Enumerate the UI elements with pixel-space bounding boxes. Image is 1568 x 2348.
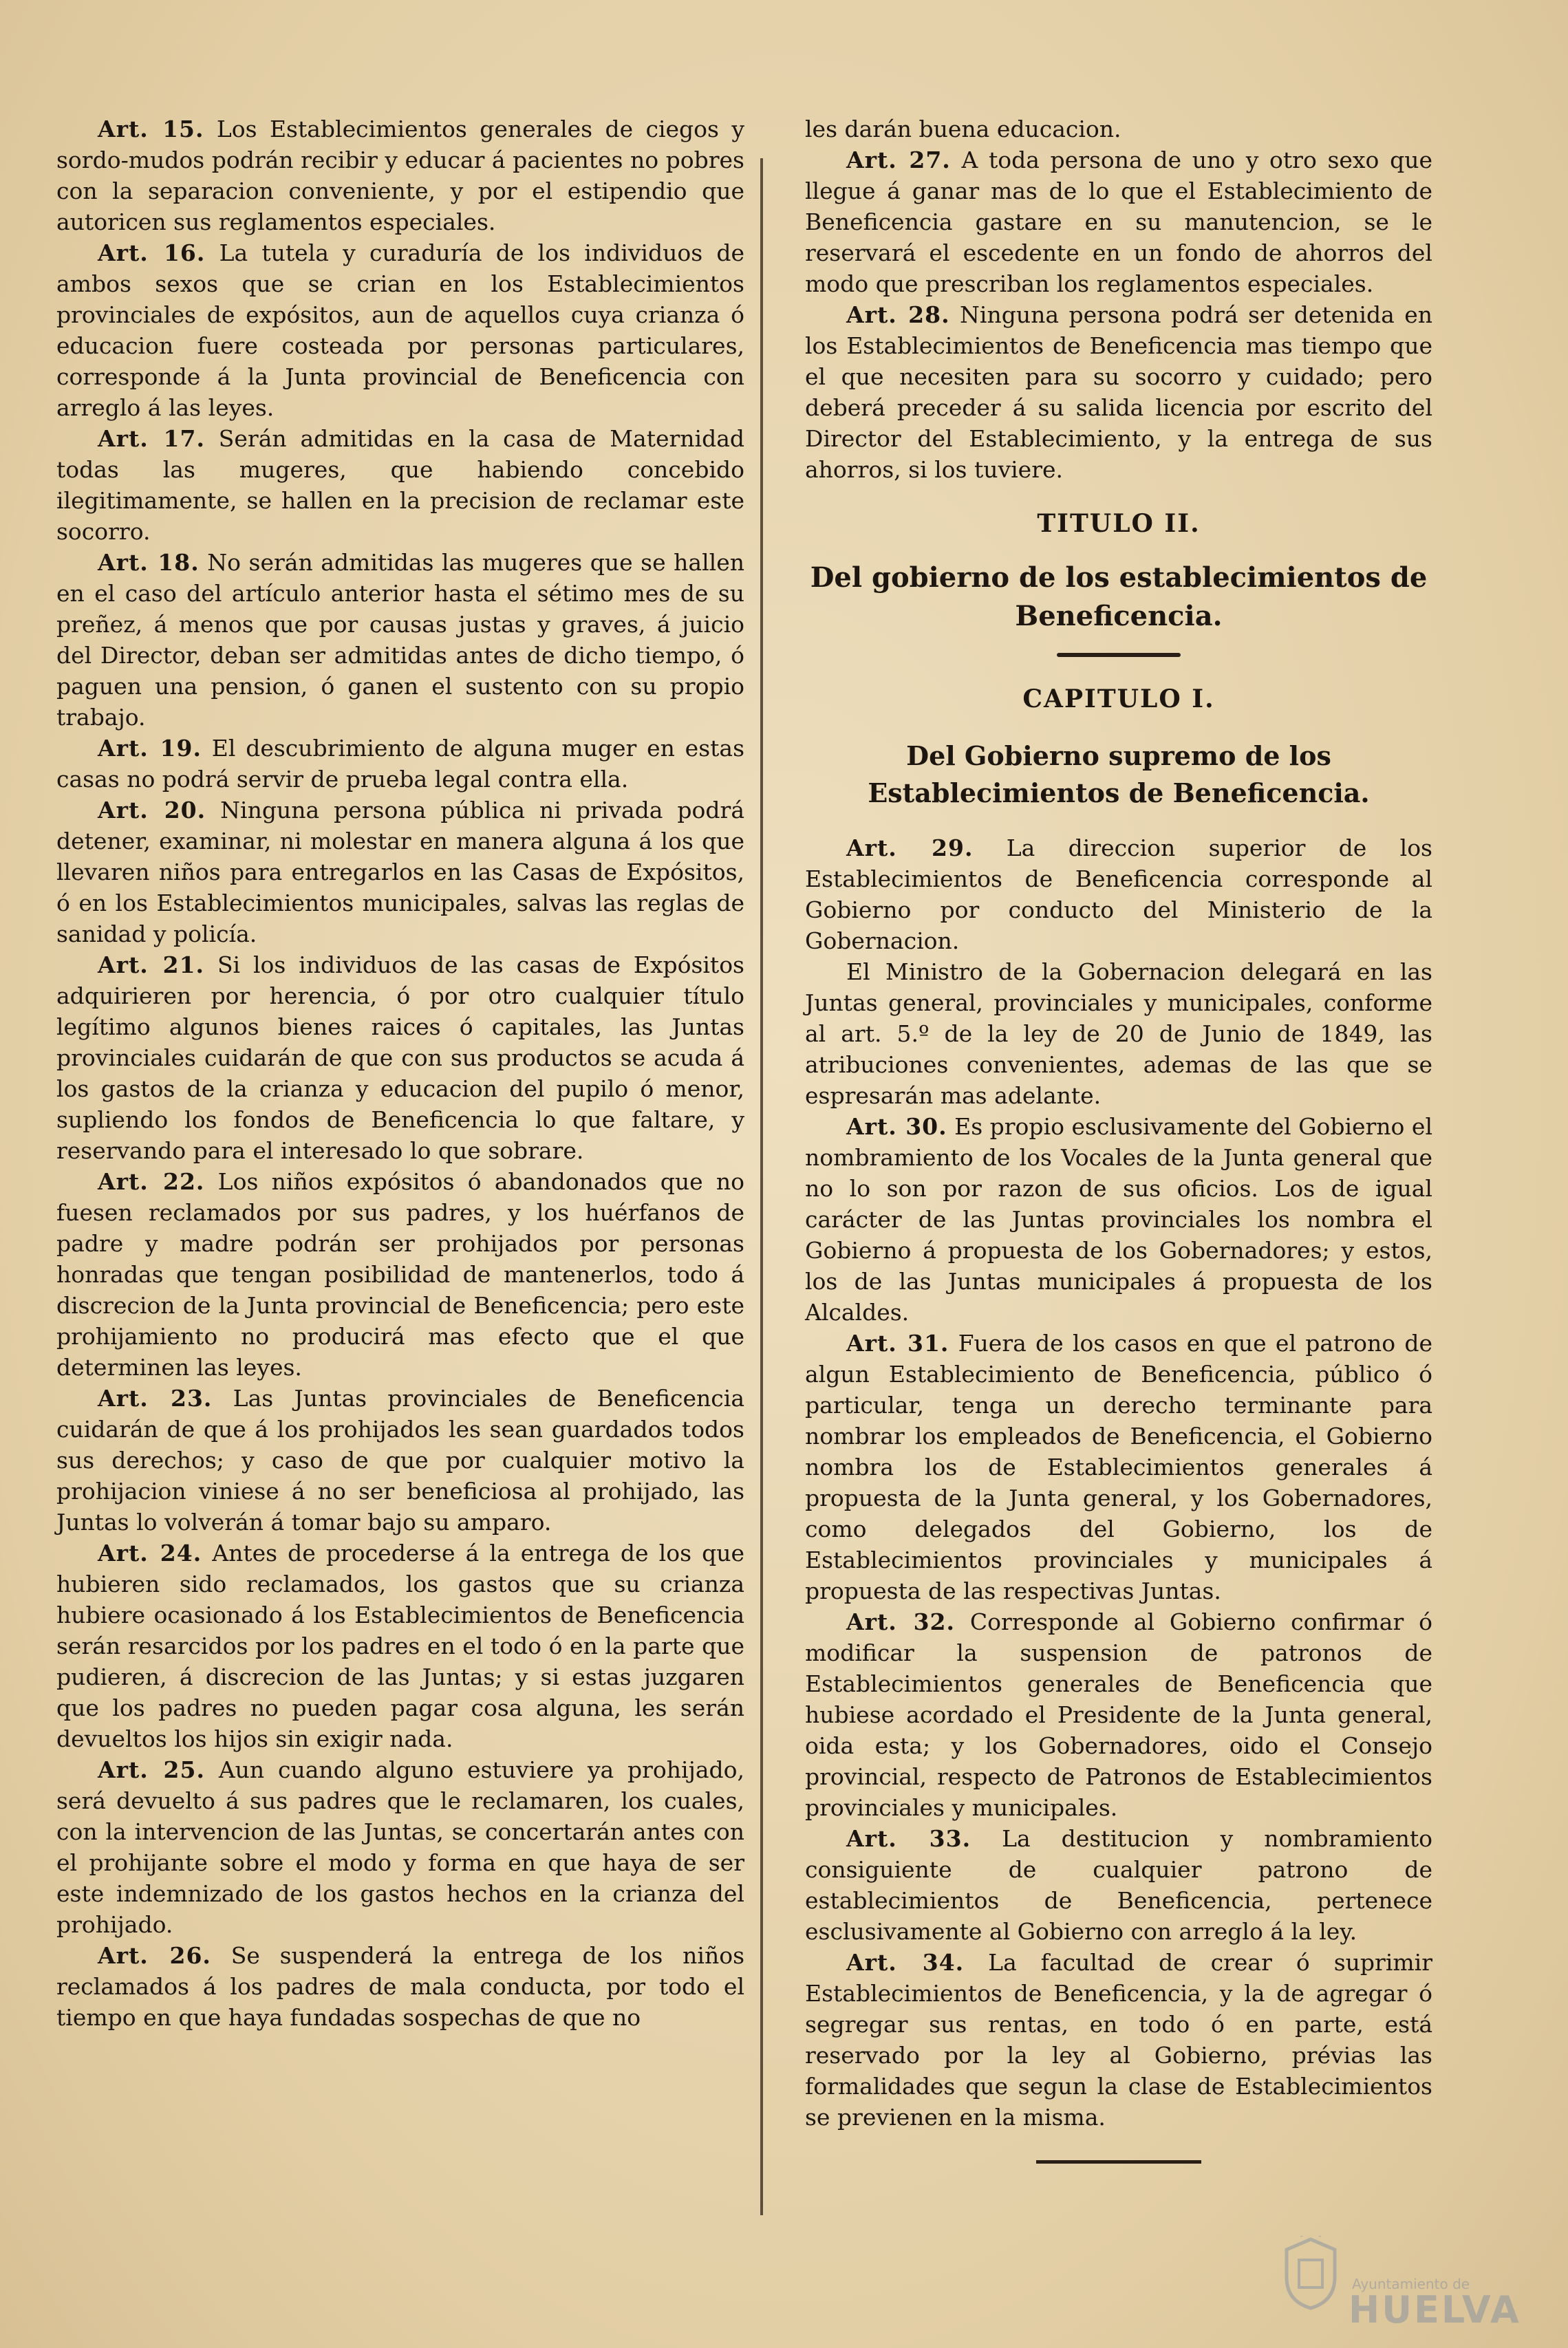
article-number: Art. 17.: [98, 425, 205, 452]
article-number: Art. 28.: [846, 301, 950, 328]
article-text: Corresponde al Gobierno confirmar ó modificar la suspension de patronos de Establecimientos generales de Beneficencia que hubiese acordado el Presidente de la Junta general, oida esta; y los Gobernadores, oido el Consejo provincial, respecto de Patronos de Establecimientos provinciales y municipales.: [805, 1608, 1432, 1821]
article-text: Es propio esclusivamente del Gobierno el nombramiento de los Vocales de la Junta general que no lo son por razon de sus oficios. Los de igual carácter de las Juntas provinciales los nombra el Gobierno á propuesta de los Gobernadores; y estos, los de las Juntas municipales á propuesta de los Alcaldes.: [805, 1113, 1432, 1326]
article-text: Si los individuos de las casas de Expósitos adquirieren por herencia, ó por otro cualquier título legítimo algunos bienes raices ó capitales, las Juntas provinciales cuidarán de que con sus productos se acuda á los gastos de la crianza y educacion del pupilo ó menor, supliendo los fondos de Beneficencia lo que faltare, y reservando para el interesado lo que sobrare.: [56, 951, 744, 1164]
article-number: Art. 21.: [98, 951, 205, 978]
article-number: Art. 32.: [846, 1608, 956, 1635]
article-text: El Ministro de la Gobernacion delegará en las Juntas general, provinciales y municipales, conforme al art. 5.º de la ley de 20 de Junio de 1849, las atribuciones convenientes, ademas de las que se espresarán mas adelante.: [805, 958, 1432, 1109]
column-divider: [760, 158, 763, 2215]
article-text: Ninguna persona podrá ser detenida en los Establecimientos de Beneficencia mas tiempo que el que necesiten para su socorro y cuidado; pero deberá preceder á su salida licencia por escrito del Director del Establecimiento, y la entrega de sus ahorros, si los tuviere.: [805, 301, 1432, 483]
article-number: Art. 19.: [98, 735, 202, 762]
article-text: Se suspenderá la entrega de los niños reclamados á los padres de mala conducta, por todo el tiempo en que haya fundadas sospechas de que no: [56, 1942, 744, 2031]
continued-paragraph: [805, 114, 1432, 144]
article-number: Art. 33.: [846, 1825, 971, 1852]
article-text: El descubrimiento de alguna muger en estas casas no podrá servir de prueba legal contra ella.: [56, 735, 744, 793]
article-number: Art. 23.: [98, 1385, 213, 1412]
article-paragraph: [56, 1538, 744, 1754]
title-label: TITULO II.: [1037, 509, 1201, 538]
article-number: Art. 27.: [846, 147, 951, 173]
left-column: [56, 114, 744, 2033]
article-number: Art. 29.: [846, 834, 974, 861]
section-separator: [1057, 653, 1181, 657]
article-number: Art. 16.: [98, 239, 206, 266]
article-number: Art. 22.: [98, 1168, 205, 1195]
article-text: les darán buena educacion.: [805, 116, 1121, 142]
article-text: Serán admitidas en la casa de Maternidad todas las mugeres, que habiendo concebido ilegitimamente, se hallen en la precision de reclamar este socorro.: [56, 425, 744, 545]
article-number: Art. 34.: [846, 1949, 965, 1976]
article-number: Art. 20.: [98, 797, 206, 823]
article-text: Los niños expósitos ó abandonados que no fuesen reclamados por sus padres, y los huérfanos de padre y madre podrán ser prohijados por personas honradas que tengan posibilidad de mantenerlos, todo á discrecion de la Junta provincial de Beneficencia; pero este prohijamiento no producirá mas efecto que el que determinen las leyes.: [56, 1168, 744, 1381]
article-number: Art. 30.: [846, 1113, 947, 1140]
watermark-big-text: HUELVA: [1349, 2288, 1521, 2331]
article-text: La facultad de crear ó suprimir Establecimientos de Beneficencia, y la de agregar ó segregar sus rentas, en todo ó en parte, está reservado por la ley al Gobierno, prévias las formalidades que segun la clase de Establecimientos se previenen en la misma.: [805, 1949, 1433, 2131]
article-paragraph: [56, 114, 744, 237]
article-number: Art. 31.: [846, 1330, 949, 1357]
title-heading: Del gobierno de los establecimientos de Beneficencia.: [810, 561, 1428, 632]
article-number: Art. 18.: [98, 549, 200, 576]
article-paragraph: [56, 423, 744, 547]
article-paragraph: [805, 299, 1432, 485]
article-paragraph: [56, 733, 744, 795]
watermark-small-text: Ayuntamiento de: [1352, 2276, 1470, 2292]
article-text: Las Juntas provinciales de Beneficencia cuidarán de que á los prohijados les sean guardados todos sus derechos; y caso de que por cualquier motivo la prohijacion viniese á no ser beneficiosa al prohijado, las Juntas lo volverán á tomar bajo su amparo.: [56, 1385, 744, 1536]
article-paragraph: [56, 1383, 744, 1538]
article-paragraph: [805, 1328, 1432, 1606]
right-column: [805, 114, 1432, 2164]
article-paragraph: [805, 1606, 1432, 1823]
article-text: La destitucion y nombramiento consiguiente de cualquier patrono de establecimientos de Beneficencia, pertenece esclusivamente al Gobierno con arreglo á la ley.: [805, 1825, 1432, 1945]
article-paragraph: [805, 1111, 1432, 1328]
article-text: Aun cuando alguno estuviere ya prohijado, será devuelto á sus padres que le reclamaren, los cuales, con la intervencion de las Juntas, se concertarán antes con el prohijante sobre el modo y forma en que haya de ser este indemnizado de los gastos hechos en la crianza del prohijado.: [56, 1756, 744, 1938]
article-paragraph: [56, 949, 744, 1166]
article-number: Art. 25.: [98, 1756, 205, 1783]
article-paragraph: [56, 1166, 744, 1383]
article-paragraph: [56, 1754, 744, 1940]
article-text: La direccion superior de los Establecimientos de Beneficencia corresponde al Gobierno por conducto del Ministerio de la Gobernacion.: [805, 834, 1432, 954]
article-paragraph: [805, 1823, 1432, 1947]
article-paragraph: [805, 144, 1432, 299]
city-crest-icon: [1280, 2236, 1342, 2312]
article-paragraph: [805, 1947, 1432, 2133]
chapter-heading: Del Gobierno supremo de los Establecimientos de Beneficencia.: [868, 740, 1370, 808]
article-paragraph: [805, 832, 1432, 956]
article-paragraph: [56, 1940, 744, 2033]
article-text: Los Establecimientos generales de ciegos y sordo-mudos podrán recibir y educar á pacientes no pobres con la separacion conveniente, y por el estipendio que autoricen sus reglamentos especiales.: [56, 116, 744, 235]
article-text: No serán admitidas las mugeres que se hallen en el caso del artículo anterior hasta el sétimo mes de su preñez, á menos que por causas justas y graves, á juicio del Director, deban ser admitidas antes de dicho tiempo, ó paguen una pension, ó ganen el sustento con su propio trabajo.: [56, 549, 745, 731]
article-number: Art. 26.: [98, 1942, 211, 1969]
chapter-label: CAPITULO I.: [1022, 685, 1215, 713]
article-text: Ninguna persona pública ni privada podrá detener, examinar, ni molestar en manera alguna á los que llevaren niños para entregarlos en las Casas de Expósitos, ó en los Establecimientos municipales, salvas las reglas de sanidad y policía.: [56, 797, 744, 947]
article-text: Antes de procederse á la entrega de los que hubieren sido reclamados, los gastos que su crianza hubiere ocasionado á los Establecimientos de Beneficencia serán resarcidos por los padres en el todo ó en la parte que pudieren, á discrecion de las Juntas; y si estas juzgaren que los padres no pueden pagar cosa alguna, les serán devueltos los hijos sin exigir nada.: [56, 1540, 744, 1752]
article-text: Fuera de los casos en que el patrono de algun Establecimiento de Beneficencia, público ó particular, tenga un derecho terminante para nombrar los empleados de Beneficencia, el Gobierno nombra los de Establecimientos generales á propuesta de la Junta general, y los Gobernadores, como delegados del Gobierno, los de Establecimientos provinciales y municipales á propuesta de las respectivas Juntas.: [805, 1330, 1432, 1604]
watermark-logo: [1280, 2195, 1527, 2332]
article-paragraph: [56, 237, 744, 423]
article-paragraph: [56, 795, 744, 949]
article-number: Art. 24.: [98, 1540, 202, 1566]
article-paragraph: [56, 547, 744, 733]
article-number: Art. 15.: [98, 116, 204, 142]
article-text: La tutela y curaduría de los individuos de ambos sexos que se crian en los Establecimientos provinciales de expósitos, aun de aquellos cuya crianza ó educacion fuere costeada por personas particulares, corresponde á la Junta provincial de Beneficencia con arreglo á las leyes.: [56, 239, 744, 421]
article-paragraph: [805, 956, 1432, 1111]
end-rule: [1036, 2160, 1201, 2164]
article-text: A toda persona de uno y otro sexo que llegue á ganar mas de lo que el Establecimiento de Beneficencia gastare en su manutencion, se le reservará el escedente en un fondo de ahorros del modo que prescriban los reglamentos especiales.: [805, 147, 1432, 297]
